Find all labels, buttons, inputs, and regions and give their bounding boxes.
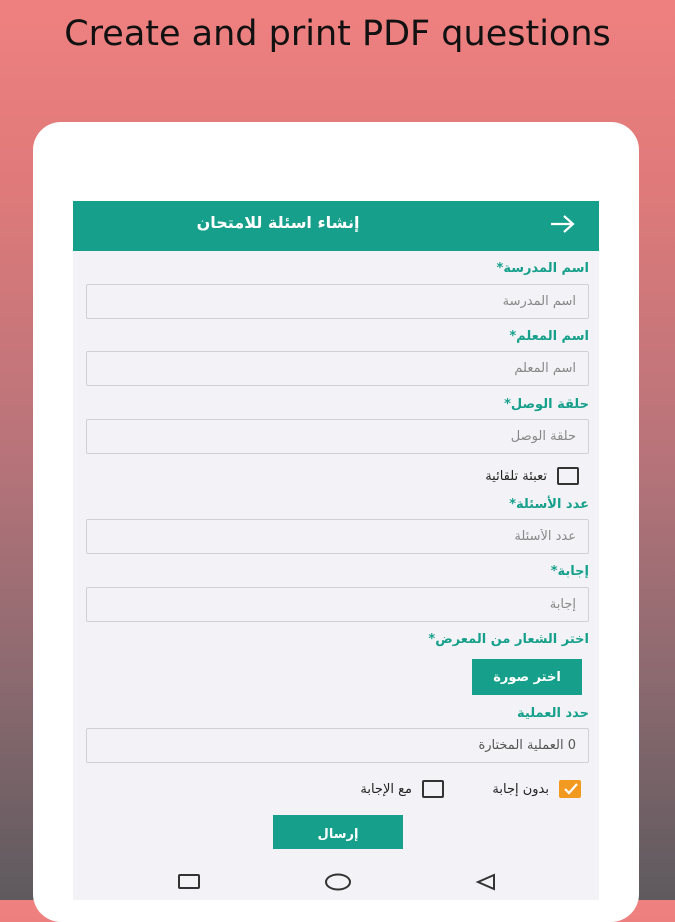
link-input[interactable] [86,419,589,454]
home-circle-icon[interactable] [324,873,352,895]
back-triangle-icon[interactable] [475,873,497,895]
with-answer-label: مع الإجابة [360,781,412,797]
auto-fill-checkbox[interactable] [557,467,579,485]
submit-button[interactable]: إرسال [273,815,403,849]
question-count-input[interactable] [86,519,589,554]
answer-input[interactable] [86,587,589,622]
school-label: اسم المدرسة* [496,261,589,276]
without-answer-checkbox[interactable] [559,780,581,798]
teacher-name-input[interactable] [86,351,589,386]
arrow-right-icon[interactable] [547,209,577,239]
with-answer-checkbox[interactable] [422,780,444,798]
operation-label: حدد العملية [517,706,589,721]
recents-square-icon[interactable] [177,873,201,895]
teacher-label: اسم المعلم* [509,329,589,344]
question-count-label: عدد الأسئلة* [509,497,589,512]
without-answer-label: بدون إجابة [492,781,549,797]
without-answer-option[interactable] [492,780,581,798]
app-screen [73,201,599,900]
page-title: إنشاء اسئلة للامتحان [196,213,360,232]
operation-select[interactable] [86,728,589,763]
answer-label: إجابة* [550,564,589,579]
auto-fill-label: تعبئة تلقائية [485,468,547,484]
link-label: حلقة الوصل* [504,397,589,412]
auto-fill-row[interactable] [485,467,579,485]
system-nav-bar [73,861,599,900]
school-name-input[interactable] [86,284,589,319]
promo-headline: Create and print PDF questions [64,14,611,54]
app-bar [73,201,599,251]
logo-label: اختر الشعار من المعرض* [428,632,589,647]
choose-image-button[interactable]: اختر صورة [472,659,582,695]
with-answer-option[interactable] [360,780,444,798]
